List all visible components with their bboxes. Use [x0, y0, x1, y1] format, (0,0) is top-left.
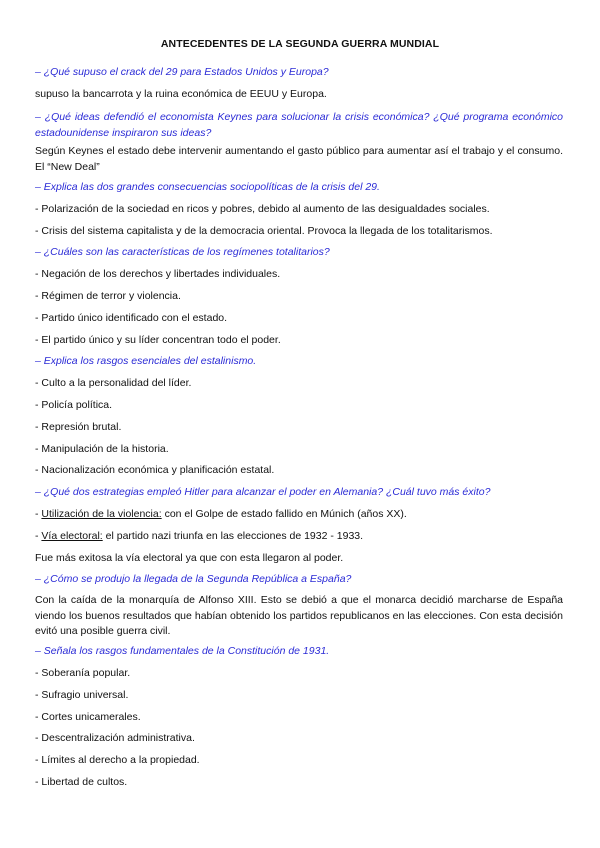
- answer-keynes: Según Keynes el estado debe intervenir aumentando el gasto público para aumentar así el trabajo y el consumo. El “New Deal”: [35, 145, 563, 173]
- list-item: - Límites al derecho a la propiedad.: [35, 754, 200, 766]
- bullet-prefix: -: [35, 508, 42, 520]
- question-hitler: – ¿Qué dos estrategias empleó Hitler para alcanzar el poder en Alemania? ¿Cuál tuvo más éxito?: [35, 486, 491, 498]
- list-item: - Soberanía popular.: [35, 667, 131, 679]
- item-label: Vía electoral:: [41, 530, 103, 542]
- list-item: - El partido único y su líder concentran todo el poder.: [35, 334, 281, 346]
- list-item: - Culto a la personalidad del líder.: [35, 377, 192, 389]
- question-constitucion: – Señala los rasgos fundamentales de la Constitución de 1931.: [35, 645, 330, 657]
- question-segunda-republica: – ¿Cómo se produjo la llegada de la Segunda República a España?: [35, 573, 352, 585]
- answer-segunda-republica: Con la caída de la monarquía de Alfonso XIII. Esto se debió a que el monarca decidió marcharse de España viendo los buenos resultados que habían obtenido los partidos republicanos en las elecciones. Con esta decisión evitó una posible guerra civil.: [35, 594, 563, 637]
- list-item: - Partido único identificado con el estado.: [35, 312, 228, 324]
- list-item: - Libertad de cultos.: [35, 776, 128, 788]
- list-item-violencia: [35, 507, 563, 523]
- list-item: - Nacionalización económica y planificación estatal.: [35, 464, 275, 476]
- answer-hitler: Fue más exitosa la vía electoral ya que con esta llegaron al poder.: [35, 552, 344, 564]
- page-title: ANTECEDENTES DE LA SEGUNDA GUERRA MUNDIAL: [160, 38, 440, 50]
- list-item: - Cortes unicamerales.: [35, 711, 141, 723]
- question-crack-29: – ¿Qué supuso el crack del 29 para Estados Unidos y Europa?: [35, 66, 329, 78]
- list-item: - Negación de los derechos y libertades individuales.: [35, 268, 281, 280]
- question-estalinismo: – Explica los rasgos esenciales del estalinismo.: [35, 355, 257, 367]
- list-item: - Policía política.: [35, 399, 113, 411]
- item-text: con el Golpe de estado fallido en Múnich (años XX).: [161, 508, 407, 520]
- list-item: - Crisis del sistema capitalista y de la democracia oriental. Provoca la llegada de los totalitarismos.: [35, 225, 493, 237]
- list-item: - Descentralización administrativa.: [35, 732, 195, 744]
- list-item: - Sufragio universal.: [35, 689, 129, 701]
- list-item: - Polarización de la sociedad en ricos y pobres, debido al aumento de las desigualdades sociales.: [35, 203, 490, 215]
- question-keynes: – ¿Qué ideas defendió el economista Keynes para solucionar la crisis económica? ¿Qué programa económico estadounidense inspiraron sus ideas?: [35, 111, 563, 139]
- list-item: - Manipulación de la historia.: [35, 443, 169, 455]
- list-item-electoral: [35, 529, 563, 545]
- answer-crack-29: supuso la bancarrota y la ruina económica de EEUU y Europa.: [35, 88, 327, 100]
- bullet-prefix: -: [35, 530, 42, 542]
- item-label: Utilización de la violencia:: [41, 508, 162, 520]
- item-text: el partido nazi triunfa en las elecciones de 1932 - 1933.: [102, 530, 364, 542]
- list-item: - Régimen de terror y violencia.: [35, 290, 181, 302]
- list-item: - Represión brutal.: [35, 421, 122, 433]
- question-consecuencias: – Explica las dos grandes consecuencias sociopolíticas de la crisis del 29.: [35, 181, 380, 193]
- question-totalitarios: – ¿Cuáles son las características de los regímenes totalitarios?: [35, 246, 330, 258]
